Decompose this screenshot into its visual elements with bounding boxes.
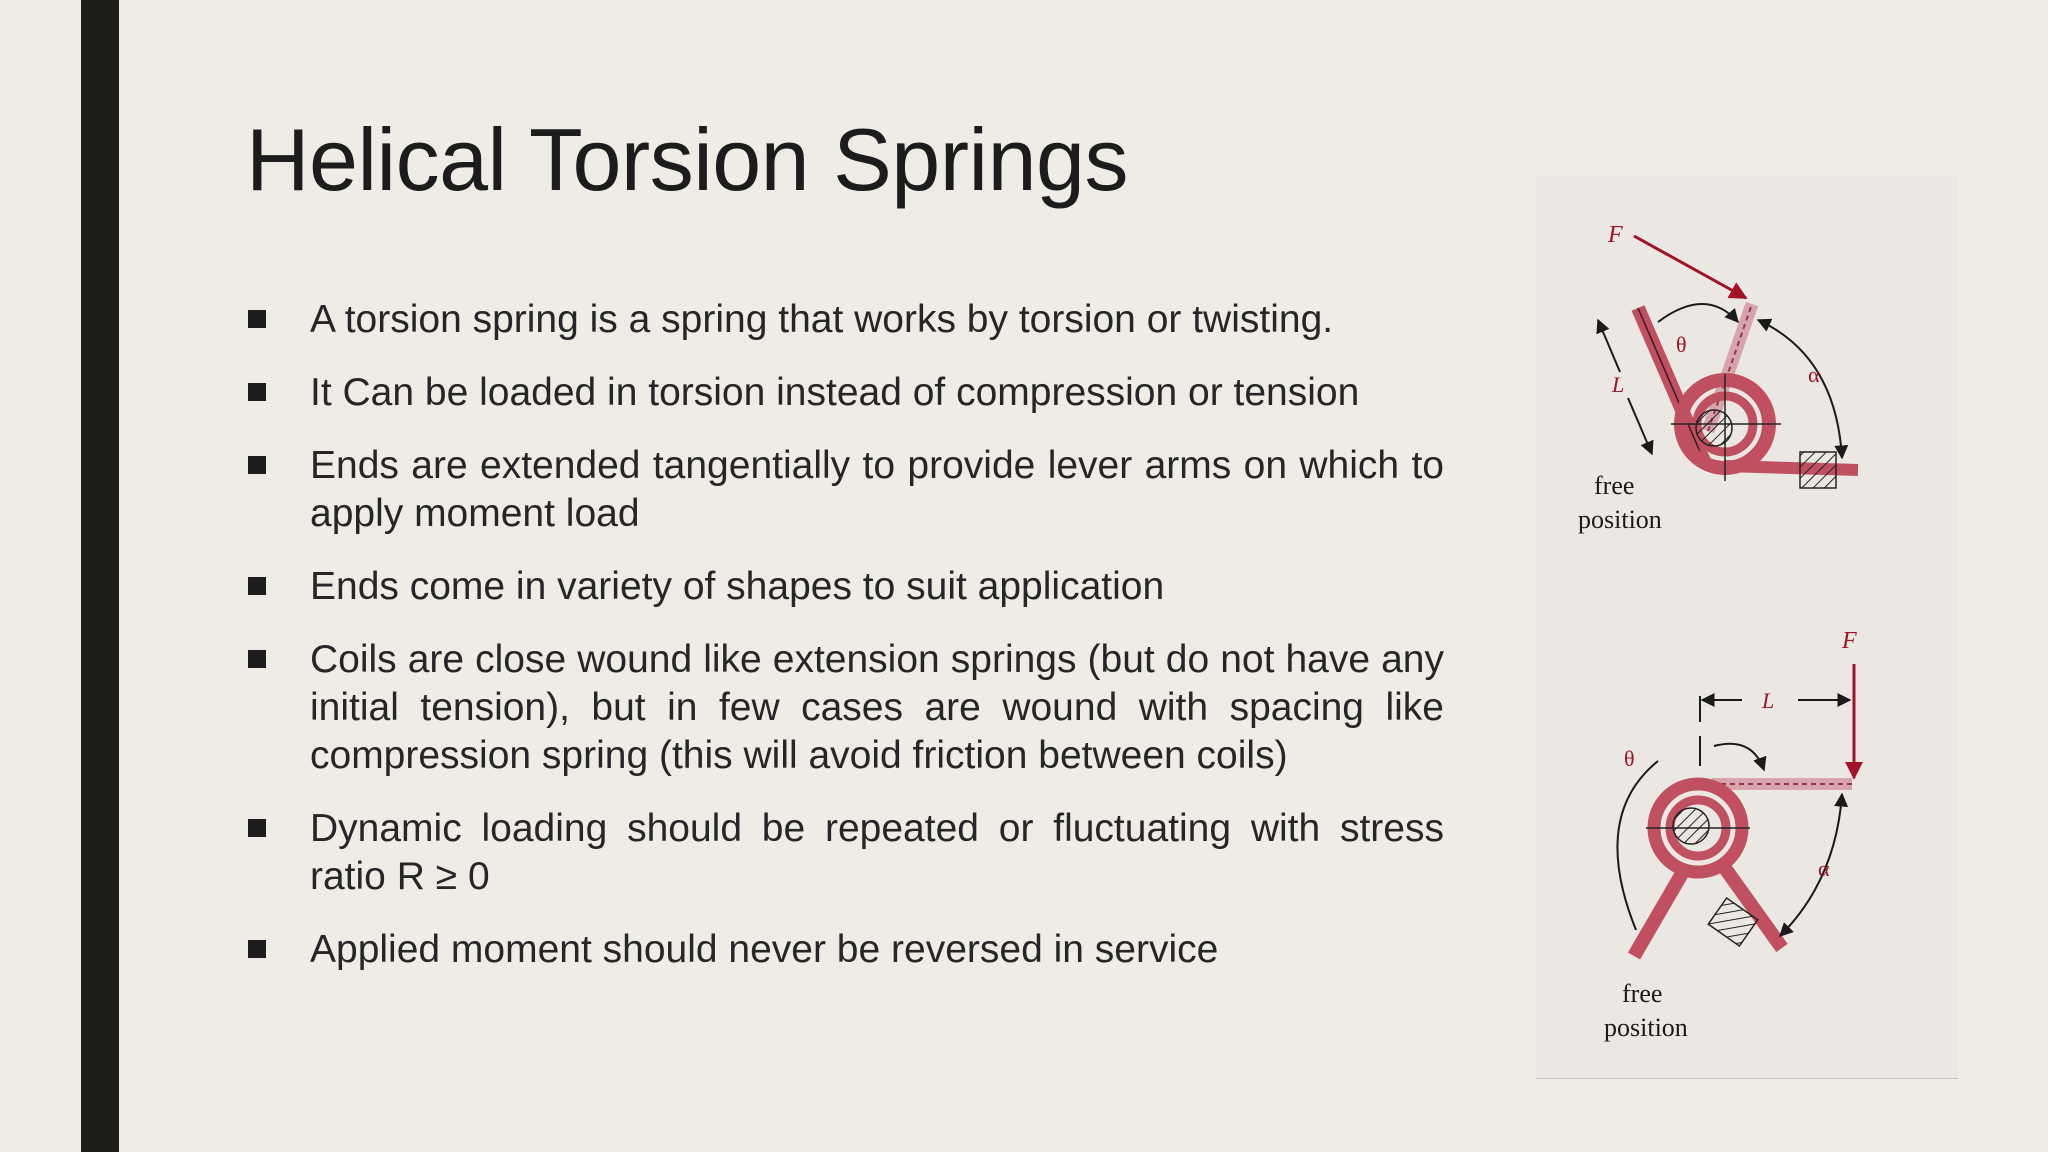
bullet-text: Dynamic loading should be repeated or fluctuating with stress ratio R ≥ 0 [310, 807, 1444, 898]
bullet-square-icon [248, 456, 266, 474]
bullet-item [246, 563, 1444, 611]
free-label-bottom-2: position [1604, 1013, 1688, 1042]
bullet-square-icon [248, 650, 266, 668]
bullet-text: Applied moment should never be reversed in service [310, 928, 1219, 971]
alpha-label: α [1808, 362, 1820, 387]
mandrel-bottom [1673, 808, 1709, 844]
bullet-item [246, 296, 1444, 344]
bullet-item [246, 926, 1444, 974]
bullet-square-icon [248, 940, 266, 958]
theta-label-bottom: θ [1624, 746, 1635, 771]
torsion-spring-figure [1536, 176, 1958, 1079]
support-block [1800, 452, 1836, 488]
free-label-bottom-1: free [1622, 979, 1663, 1008]
alpha-label-bottom: α [1818, 856, 1830, 881]
theta-arc-top-bottom [1714, 744, 1764, 770]
bullet-square-icon [248, 819, 266, 837]
force-label: F [1608, 222, 1623, 248]
slide-title: Helical Torsion Springs [246, 110, 1128, 209]
bullet-square-icon [248, 310, 266, 328]
alpha-arc-bottom [1780, 794, 1842, 936]
bullet-text: Ends come in variety of shapes to suit application [310, 565, 1165, 608]
bullet-item [246, 442, 1444, 538]
length-label-bottom: L [1762, 688, 1775, 713]
bullet-item [246, 636, 1444, 780]
length-dim-top [1598, 320, 1620, 372]
leg-two [1634, 870, 1684, 956]
length-label: L [1612, 372, 1625, 397]
bullet-item [246, 369, 1444, 417]
top-spring-diagram [1578, 222, 1858, 534]
tail-arm [1725, 466, 1858, 470]
bullet-square-icon [248, 577, 266, 595]
theta-label: θ [1676, 332, 1687, 357]
left-accent-bar [81, 0, 119, 1152]
bullet-text: Ends are extended tangentially to provide lever arms on which to apply moment load [310, 444, 1444, 535]
bullet-text: Coils are close wound like extension springs (but do not have any initial tension), but in few cases are wound with spacing like compression spring (this will avoid friction between coils) [310, 638, 1444, 777]
theta-arc [1658, 304, 1738, 322]
free-label-1: free [1594, 471, 1635, 500]
bullet-square-icon [248, 383, 266, 401]
force-arrow [1634, 236, 1746, 298]
bottom-spring-diagram [1604, 628, 1857, 1042]
bullet-text: It Can be loaded in torsion instead of compression or tension [310, 371, 1360, 414]
length-dim-bottom [1628, 398, 1652, 454]
bullet-text: A torsion spring is a spring that works by torsion or twisting. [310, 298, 1334, 341]
bullet-item [246, 805, 1444, 901]
force-label-bottom: F [1842, 628, 1857, 654]
bullet-list [246, 296, 1444, 999]
free-label-2: position [1578, 505, 1662, 534]
mandrel [1696, 410, 1732, 446]
